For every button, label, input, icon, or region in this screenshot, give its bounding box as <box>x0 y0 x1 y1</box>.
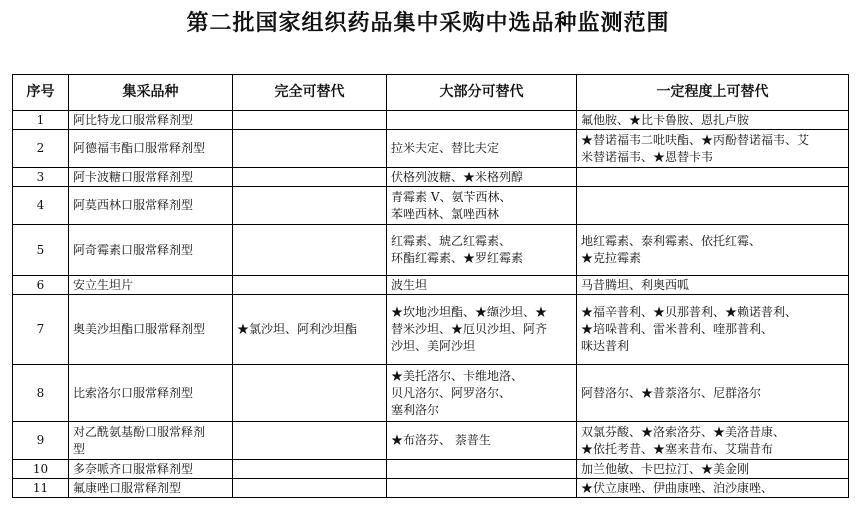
table-row <box>13 276 849 295</box>
full-substitute <box>233 168 387 187</box>
partial-substitute: 双氯芬酸、★洛索洛芬、★美洛昔康、 ★依托考昔、★塞来昔布、艾瑞昔布 <box>577 422 849 460</box>
most-substitute: 伏格列波糖、★米格列醇 <box>387 168 577 187</box>
table-row <box>13 225 849 276</box>
drug-substitution-table <box>12 74 849 498</box>
table-row <box>13 479 849 498</box>
most-substitute: ★美托洛尔、卡维地洛、 贝凡洛尔、阿罗洛尔、 塞利洛尔 <box>387 365 577 422</box>
row-number: 9 <box>13 422 69 460</box>
most-substitute: ★坎地沙坦酯、★缬沙坦、★ 替米沙坦、★厄贝沙坦、阿齐 沙坦、美阿沙坦 <box>387 295 577 365</box>
most-substitute: 拉米夫定、替比夫定 <box>387 130 577 168</box>
row-number: 1 <box>13 111 69 130</box>
full-substitute <box>233 130 387 168</box>
row-number: 11 <box>13 479 69 498</box>
full-substitute <box>233 460 387 479</box>
most-substitute <box>387 111 577 130</box>
full-substitute <box>233 479 387 498</box>
partial-substitute: 地红霉素、泰利霉素、依托红霉、 ★克拉霉素 <box>577 225 849 276</box>
row-number: 8 <box>13 365 69 422</box>
full-substitute <box>233 187 387 225</box>
table-row <box>13 168 849 187</box>
table-row <box>13 111 849 130</box>
drug-name: 阿奇霉素口服常释剂型 <box>69 225 233 276</box>
header-most-substitute: 大部分可替代 <box>387 75 577 111</box>
partial-substitute <box>577 168 849 187</box>
partial-substitute <box>577 187 849 225</box>
full-substitute <box>233 365 387 422</box>
full-substitute <box>233 225 387 276</box>
row-number: 4 <box>13 187 69 225</box>
row-number: 7 <box>13 295 69 365</box>
drug-name: 比索洛尔口服常释剂型 <box>69 365 233 422</box>
full-substitute: ★氯沙坦、阿利沙坦酯 <box>233 295 387 365</box>
table-row <box>13 295 849 365</box>
table-header-row <box>13 75 849 111</box>
drug-name: 阿卡波糖口服常释剂型 <box>69 168 233 187</box>
partial-substitute: 氟他胺、★比卡鲁胺、恩扎卢胺 <box>577 111 849 130</box>
table-row <box>13 187 849 225</box>
full-substitute <box>233 111 387 130</box>
drug-name: 对乙酰氨基酚口服常释剂 型 <box>69 422 233 460</box>
row-number: 10 <box>13 460 69 479</box>
drug-name: 安立生坦片 <box>69 276 233 295</box>
partial-substitute: ★替诺福韦二吡呋酯、★丙酚替诺福韦、艾 米替诺福韦、★恩替卡韦 <box>577 130 849 168</box>
drug-name: 阿德福韦酯口服常释剂型 <box>69 130 233 168</box>
row-number: 6 <box>13 276 69 295</box>
drug-name: 氟康唑口服常释剂型 <box>69 479 233 498</box>
table-row <box>13 365 849 422</box>
drug-name: 多奈哌齐口服常释剂型 <box>69 460 233 479</box>
most-substitute <box>387 479 577 498</box>
header-partial-substitute: 一定程度上可替代 <box>577 75 849 111</box>
partial-substitute: 加兰他敏、卡巴拉汀、★美金刚 <box>577 460 849 479</box>
drug-name: 奥美沙坦酯口服常释剂型 <box>69 295 233 365</box>
drug-name: 阿比特龙口服常释剂型 <box>69 111 233 130</box>
most-substitute: 波生坦 <box>387 276 577 295</box>
table-row <box>13 422 849 460</box>
header-drug: 集采品种 <box>69 75 233 111</box>
drug-name: 阿莫西林口服常释剂型 <box>69 187 233 225</box>
header-number: 序号 <box>13 75 69 111</box>
row-number: 5 <box>13 225 69 276</box>
most-substitute: ★布洛芬、 萘普生 <box>387 422 577 460</box>
partial-substitute: 阿替洛尔、★普萘洛尔、尼群洛尔 <box>577 365 849 422</box>
most-substitute: 红霉素、琥乙红霉素、 环酯红霉素、★罗红霉素 <box>387 225 577 276</box>
table-row <box>13 460 849 479</box>
partial-substitute: ★福辛普利、★贝那普利、★赖诺普利、 ★培哚普利、雷米普利、喹那普利、 咪达普利 <box>577 295 849 365</box>
page-title: 第二批国家组织药品集中采购中选品种监测范围 <box>186 11 670 36</box>
full-substitute <box>233 422 387 460</box>
partial-substitute: ★伏立康唑、伊曲康唑、泊沙康唑、 <box>577 479 849 498</box>
most-substitute <box>387 460 577 479</box>
most-substitute: 青霉素 V、氨苄西林、 苯唑西林、氯唑西林 <box>387 187 577 225</box>
header-full-substitute: 完全可替代 <box>233 75 387 111</box>
full-substitute <box>233 276 387 295</box>
partial-substitute: 马昔腾坦、利奥西呱 <box>577 276 849 295</box>
row-number: 3 <box>13 168 69 187</box>
row-number: 2 <box>13 130 69 168</box>
table-row <box>13 130 849 168</box>
